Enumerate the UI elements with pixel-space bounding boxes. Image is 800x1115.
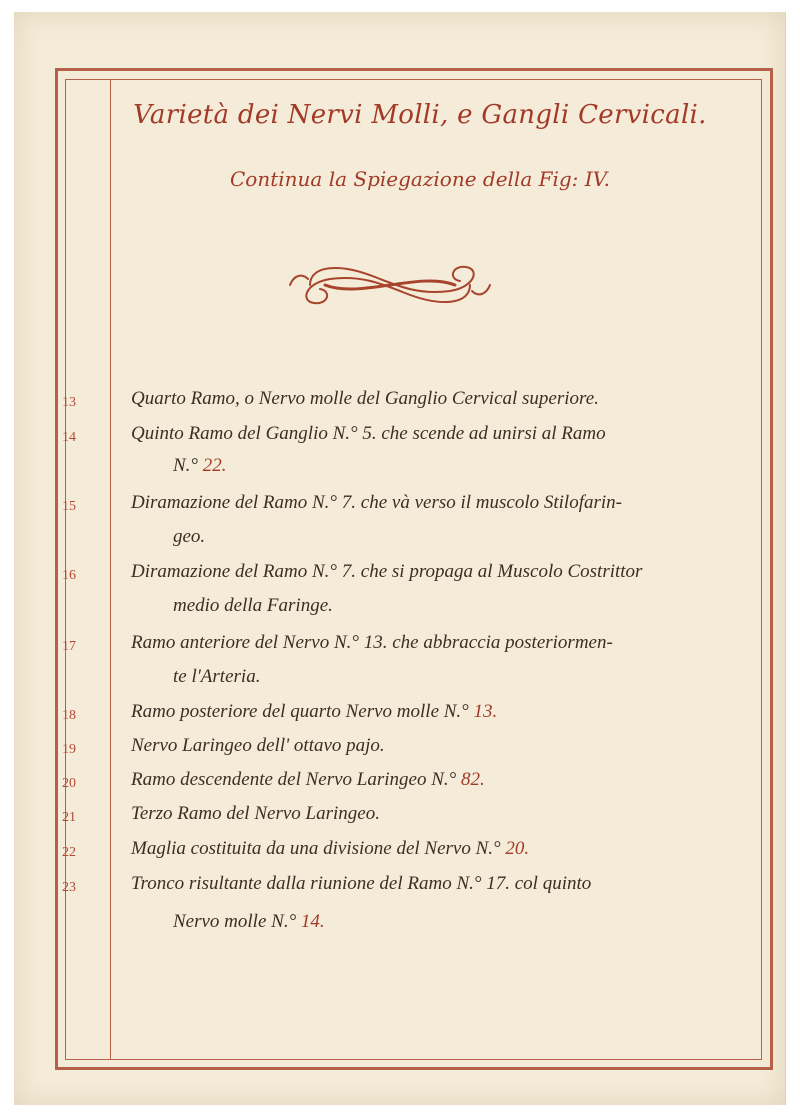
entry-text-main: Quinto Ramo del Ganglio N.° 5. che scende ad unirsi al Ramo	[131, 423, 606, 444]
entry-reference-number: 22.	[202, 455, 227, 476]
entry-text-main: Maglia costituita da una divisione del Nervo N.°	[131, 838, 506, 859]
entry-text-main: Nervo Laringeo dell' ottavo pajo.	[131, 735, 385, 756]
entry-text	[131, 803, 380, 825]
entry-text	[131, 873, 591, 895]
entry-text-main: N.°	[173, 455, 203, 476]
entry-text	[173, 595, 333, 617]
entry-text-main: Ramo anteriore del Nervo N.° 13. che abbraccia posteriormen-	[131, 632, 613, 653]
entry-text	[131, 735, 385, 757]
entry-number: 20	[62, 776, 76, 791]
entry-text	[131, 423, 606, 445]
entry-text-main: geo.	[173, 526, 206, 547]
entry-number: 17	[62, 639, 76, 654]
entry-text-main: Diramazione del Ramo N.° 7. che và verso il muscolo Stilofarin-	[131, 492, 622, 513]
entry-reference-number: 13.	[473, 701, 498, 722]
entry-number: 14	[62, 430, 76, 445]
entry-text-main: te l'Arteria.	[173, 666, 261, 687]
entry-text-main: medio della Faringe.	[173, 595, 333, 616]
entry-text	[131, 492, 622, 514]
entry-number: 18	[62, 708, 76, 723]
entry-text	[173, 526, 205, 548]
entry-text	[131, 838, 529, 860]
entry-number: 21	[62, 810, 76, 825]
entry-text	[131, 388, 599, 410]
entry-text	[173, 911, 325, 933]
entry-reference-number: 20.	[505, 838, 530, 859]
entry-text	[131, 561, 642, 583]
entry-number: 22	[62, 845, 76, 860]
entry-number: 13	[62, 395, 76, 410]
page-subtitle: Continua la Spiegazione della Fig: IV.	[230, 167, 610, 191]
entry-text-main: Tronco risultante dalla riunione del Ramo N.° 17. col quinto	[131, 873, 592, 894]
entry-text	[131, 701, 497, 723]
entry-text	[131, 769, 485, 791]
entry-text-main: Ramo descendente del Nervo Laringeo N.°	[131, 769, 462, 790]
entry-text-main: Diramazione del Ramo N.° 7. che si propaga al Muscolo Costrittor	[131, 561, 643, 582]
entry-text-main: Terzo Ramo del Nervo Laringeo.	[131, 803, 380, 824]
entry-number: 19	[62, 742, 76, 757]
entry-number: 16	[62, 568, 76, 583]
entry-text-main: Quarto Ramo, o Nervo molle del Ganglio Cervical superiore.	[131, 388, 599, 409]
entry-text	[173, 455, 227, 477]
entry-text	[173, 666, 260, 688]
entry-number: 15	[62, 499, 76, 514]
entry-text-main: Nervo molle N.°	[173, 911, 301, 932]
entry-number: 23	[62, 880, 76, 895]
entry-reference-number: 82.	[461, 769, 485, 790]
entry-text	[131, 632, 613, 654]
entry-reference-number: 14.	[300, 911, 325, 932]
page-title: Varietà dei Nervi Molli, e Gangli Cervicali.	[133, 100, 707, 130]
entry-text-main: Ramo posteriore del quarto Nervo molle N.°	[131, 701, 474, 722]
